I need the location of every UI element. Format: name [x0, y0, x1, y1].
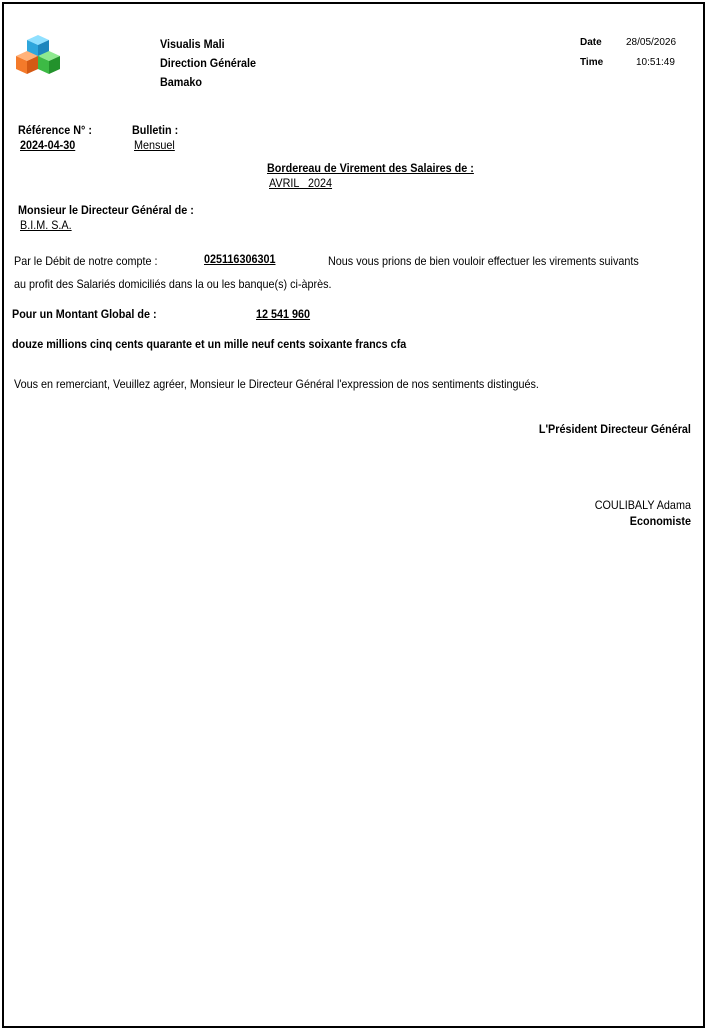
- bordereau-period: AVRIL 2024: [269, 176, 333, 190]
- amount-value: 12 541 960: [256, 307, 311, 321]
- reference-value: 2024-04-30: [20, 138, 76, 152]
- debit-label: Par le Débit de notre compte :: [14, 254, 158, 268]
- time-value: 10:51:49: [636, 57, 675, 68]
- amount-label: Pour un Montant Global de :: [12, 307, 157, 321]
- reference-label: Référence N° :: [18, 123, 92, 137]
- signature-name: COULIBALY Adama: [594, 498, 691, 512]
- signature-role: Economiste: [629, 514, 691, 528]
- recipient-bank: B.I.M. S.A.: [20, 218, 72, 232]
- bulletin-label: Bulletin :: [132, 123, 179, 137]
- cubes-logo-icon: [12, 32, 64, 84]
- date-label: Date: [580, 37, 602, 48]
- recipient-label: Monsieur le Directeur Général de :: [18, 203, 194, 217]
- date-value: 28/05/2026: [626, 37, 677, 48]
- company-department: Direction Générale: [160, 56, 257, 70]
- amount-in-words: douze millions cinq cents quarante et un mille neuf cents soixante francs cfa: [12, 337, 407, 351]
- company-city: Bamako: [160, 75, 203, 89]
- time-label: Time: [580, 57, 604, 68]
- company-name: Visualis Mali: [160, 37, 225, 51]
- debit-account: 025116306301: [204, 252, 276, 266]
- closing-text: Vous en remerciant, Veuillez agréer, Monsieur le Directeur Général l'expression de nos sentiments distingués.: [14, 377, 539, 391]
- signature-title: L'Président Directeur Général: [538, 422, 691, 436]
- debit-continuation: au profit des Salariés domiciliés dans la ou les banque(s) ci-àprès.: [14, 277, 332, 291]
- document-page: [2, 2, 705, 1028]
- bulletin-value: Mensuel: [134, 138, 175, 152]
- debit-request: Nous vous prions de bien vouloir effectuer les virements suivants: [328, 254, 639, 268]
- bordereau-title: Bordereau de Virement des Salaires de :: [267, 161, 474, 175]
